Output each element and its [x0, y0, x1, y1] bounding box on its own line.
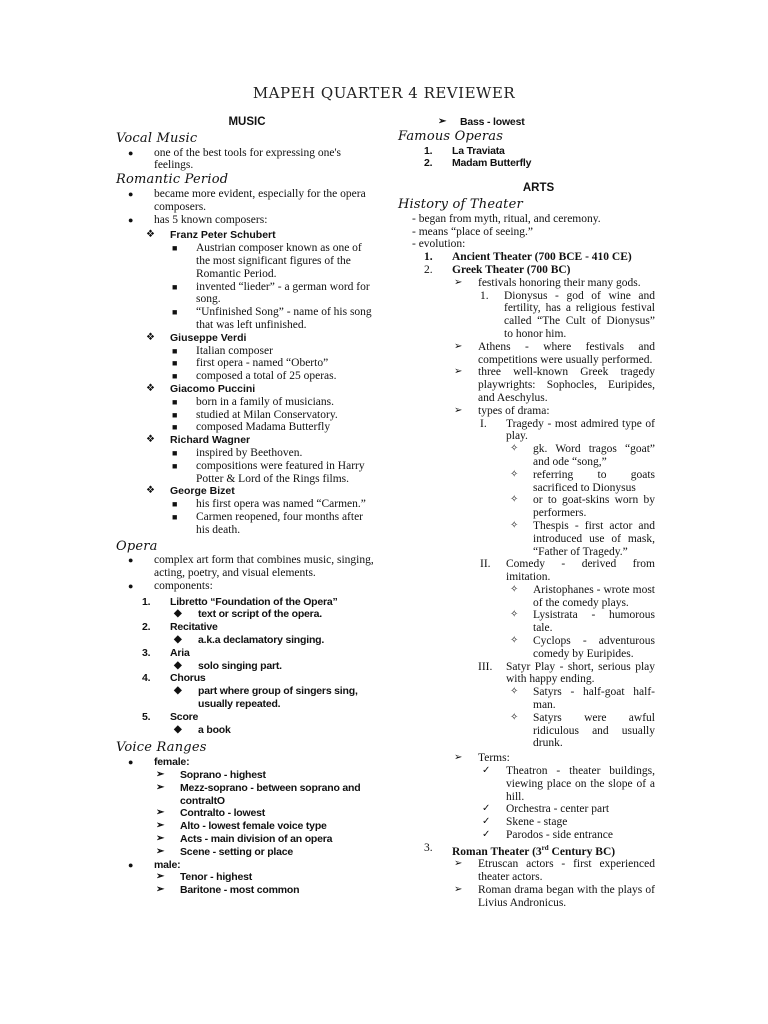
- list-item: ■ first opera - named “Oberto”: [172, 357, 329, 370]
- composer-name: ❖ George Bizet: [146, 485, 235, 498]
- arrow-bullet-icon: ➢: [454, 752, 463, 764]
- opera-item: 1. La Traviata: [424, 144, 505, 157]
- list-item: ■ “Unfinished Song” - name of his song that was left unfinished.: [172, 306, 372, 331]
- list-item: ■ composed Madama Butterfly: [172, 421, 331, 434]
- arrow-bullet-icon: ➢: [454, 340, 463, 352]
- square-bullet-icon: ■: [172, 447, 178, 458]
- list-item: ● became more evident, especially for the opera composers.: [128, 187, 366, 213]
- component-item: 1. Libretto “Foundation of the Opera”: [142, 595, 338, 608]
- voice-ranges-heading: Voice Ranges: [116, 740, 207, 756]
- bullet-icon: ●: [128, 580, 134, 591]
- arrow-bullet-icon: ➢: [454, 404, 463, 416]
- list-item: ➢ types of drama:: [454, 404, 550, 417]
- list-item: ➢ Athens - where festivals and competitions were usually performed.: [454, 340, 655, 366]
- list-item: ■ composed a total of 25 operas.: [172, 370, 337, 383]
- diamond-icon: ❖: [146, 331, 155, 343]
- star-bullet-icon: ✧: [510, 686, 519, 698]
- list-item: ■ invented “lieder” - a german word for song.: [172, 280, 370, 306]
- era-item: 1. Ancient Theater (700 BCE - 410 CE): [424, 251, 632, 264]
- component-desc: ◆ part where group of singers sing, usually repeated.: [174, 685, 358, 711]
- voice-item: ➢ Bass - lowest: [438, 116, 525, 128]
- star-bullet-icon: ✧: [510, 635, 519, 647]
- left-column: [116, 116, 378, 897]
- list-item: ● one of the best tools for expressing one's feelings.: [128, 146, 341, 172]
- star-bullet-icon: ✧: [510, 468, 519, 480]
- arrow-bullet-icon: ➢: [454, 366, 463, 378]
- arrow-bullet-icon: ➢: [156, 845, 165, 857]
- component-item: 4. Chorus: [142, 672, 206, 685]
- drama-type: I. Tragedy - most admired type of play.: [480, 417, 655, 443]
- arrow-bullet-icon: ➢: [156, 833, 165, 845]
- square-bullet-icon: ■: [172, 307, 178, 318]
- star-bullet-icon: ✧: [510, 583, 519, 595]
- star-bullet-icon: ✧: [510, 519, 519, 531]
- term-item: ✓ Parodos - side entrance: [482, 829, 613, 842]
- square-bullet-icon: ■: [172, 345, 178, 356]
- bullet-icon: ●: [128, 757, 134, 768]
- component-desc: ◆ text or script of the opera.: [174, 608, 322, 621]
- arrow-bullet-icon: ➢: [156, 781, 165, 793]
- square-bullet-icon: ■: [172, 511, 178, 522]
- composer-name: ❖ Franz Peter Schubert: [146, 229, 276, 242]
- voice-item: ➢ Alto - lowest female voice type: [156, 820, 327, 833]
- square-bullet-icon: ■: [172, 409, 178, 420]
- composer-name: ❖ Giuseppe Verdi: [146, 331, 247, 344]
- list-item: ■ inspired by Beethoven.: [172, 446, 303, 459]
- term-item: ✓ Orchestra - center part: [482, 803, 610, 816]
- list-item: ➢ three well-known Greek tragedy playwrights: Sophocles, Euripides, and Aeschylus.: [454, 366, 655, 404]
- drama-type: III. Satyr Play - short, serious play with happy ending.: [478, 660, 655, 686]
- diamond-icon: ❖: [146, 434, 155, 446]
- list-item: ■ Italian composer: [172, 344, 273, 357]
- bullet-icon: ●: [128, 214, 134, 225]
- check-icon: ✓: [482, 816, 491, 828]
- square-bullet-icon: ■: [172, 371, 178, 382]
- dash-item: - evolution:: [412, 238, 466, 251]
- document-title: MAPEH QUARTER 4 REVIEWER: [252, 84, 516, 102]
- component-desc: ◆ solo singing part.: [174, 659, 282, 672]
- voice-item: ➢ Scene - setting or place: [156, 845, 294, 858]
- diamond-bullet-icon: ◆: [174, 723, 182, 735]
- square-bullet-icon: ■: [172, 396, 178, 407]
- square-bullet-icon: ■: [172, 358, 178, 369]
- opera-heading: Opera: [116, 538, 158, 554]
- square-bullet-icon: ■: [172, 499, 178, 510]
- list-item: ● has 5 known composers:: [128, 213, 268, 226]
- arrow-bullet-icon: ➢: [156, 884, 165, 896]
- star-bullet-icon: ✧: [510, 711, 519, 723]
- star-bullet-icon: ✧: [510, 494, 519, 506]
- square-bullet-icon: ■: [172, 422, 178, 433]
- arrow-bullet-icon: ➢: [156, 820, 165, 832]
- component-item: 3. Aria: [142, 646, 190, 659]
- diamond-bullet-icon: ◆: [174, 634, 182, 646]
- check-icon: ✓: [482, 803, 491, 815]
- drama-sub: ✧ Satyrs were awful ridiculous and usually drunk.: [510, 711, 655, 750]
- list-item: ■ born in a family of musicians.: [172, 395, 334, 408]
- arrow-bullet-icon: ➢: [454, 884, 463, 896]
- diamond-bullet-icon: ◆: [174, 608, 182, 620]
- component-desc: ◆ a book: [174, 723, 231, 736]
- square-bullet-icon: ■: [172, 243, 178, 254]
- drama-sub: ✧ Aristophanes - wrote most of the comedy plays.: [510, 583, 655, 609]
- arts-heading: ARTS: [522, 182, 555, 195]
- diamond-icon: ❖: [146, 485, 155, 497]
- list-item: ■ studied at Milan Conservatory.: [172, 408, 338, 421]
- list-item: ■ Carmen reopened, four months after his death.: [172, 510, 364, 536]
- component-desc: ◆ a.k.a declamatory singing.: [174, 634, 325, 647]
- drama-sub: ✧ Lysistrata - humorous tale.: [510, 609, 655, 635]
- list-item: ■ Austrian composer known as one of the most significant figures of the Romantic Period.: [172, 242, 362, 280]
- list-item: ● complex art form that combines music, singing, acting, poetry, and visual elements.: [128, 554, 374, 580]
- music-heading: MUSIC: [228, 116, 266, 128]
- composer-name: ❖ Giacomo Puccini: [146, 382, 256, 395]
- list-item: ➢ Terms:: [454, 752, 510, 765]
- list-item: ➢ Roman drama began with the plays of Livius Andronicus.: [454, 884, 655, 909]
- voice-item: ➢ Mezz-soprano - between soprano and contraltO: [156, 781, 361, 807]
- dash-item: - means “place of seeing.”: [412, 225, 534, 238]
- voice-item: ➢ Acts - main division of an opera: [156, 833, 333, 846]
- drama-sub: ✧ Satyrs - half-goat half-man.: [510, 686, 655, 712]
- star-bullet-icon: ✧: [510, 443, 519, 455]
- bullet-icon: ●: [128, 859, 134, 870]
- component-item: 5. Score: [142, 710, 199, 723]
- era-item: 3. Roman Theater (3rd Century BC): [424, 841, 616, 858]
- list-item: ➢ festivals honoring their many gods.: [454, 276, 641, 289]
- list-item: ■ his first opera was named “Carmen.”: [172, 498, 366, 511]
- drama-sub: ✧ referring to goats sacrificed to Dionysus: [510, 468, 655, 494]
- term-item: ✓ Skene - stage: [482, 816, 568, 829]
- list-item: ● components:: [128, 579, 213, 592]
- drama-type: II. Comedy - derived from imitation.: [480, 558, 655, 584]
- check-icon: ✓: [482, 829, 491, 841]
- star-bullet-icon: ✧: [510, 609, 519, 621]
- opera-item: 2. Madam Butterfly: [424, 157, 532, 170]
- check-icon: ✓: [482, 765, 491, 777]
- famous-operas-heading: Famous Operas: [398, 128, 504, 144]
- term-item: ✓ Theatron - theater buildings, viewing place on the slope of a hill.: [482, 765, 655, 803]
- list-item: ● male:: [128, 858, 181, 871]
- history-of-theater-heading: History of Theater: [398, 196, 523, 212]
- right-column: [398, 116, 655, 910]
- composer-name: ❖ Richard Wagner: [146, 434, 251, 447]
- bullet-icon: ●: [128, 555, 134, 566]
- era-item: 2. Greek Theater (700 BC): [424, 263, 571, 276]
- square-bullet-icon: ■: [172, 460, 178, 471]
- bullet-icon: ●: [128, 147, 134, 158]
- arrow-bullet-icon: ➢: [454, 858, 463, 870]
- list-item: 1. Dionysus - god of wine and fertility, has a religious festival called “The Cult of Dionysus” to honor him.: [480, 289, 655, 340]
- drama-sub: ✧ gk. Word tragos “goat” and ode “song,”: [510, 443, 655, 468]
- vocal-music-heading: Vocal Music: [116, 130, 198, 146]
- romantic-period-heading: Romantic Period: [116, 172, 229, 188]
- drama-sub: ✧ or to goat-skins worn by performers.: [510, 494, 655, 520]
- voice-item: ➢ Contralto - lowest: [156, 807, 266, 820]
- voice-item: ➢ Baritone - most common: [156, 884, 300, 897]
- list-item: ● female:: [128, 756, 190, 769]
- arrow-bullet-icon: ➢: [454, 276, 463, 288]
- diamond-icon: ❖: [146, 229, 155, 241]
- diamond-icon: ❖: [146, 382, 155, 394]
- voice-item: ➢ Tenor - highest: [156, 871, 253, 884]
- dash-item: - began from myth, ritual, and ceremony.: [412, 212, 601, 225]
- square-bullet-icon: ■: [172, 281, 178, 292]
- drama-sub: ✧ Cyclops - adventurous comedy by Euripides.: [510, 635, 655, 660]
- bullet-icon: ●: [128, 188, 134, 199]
- arrow-bullet-icon: ➢: [156, 807, 165, 819]
- list-item: ➢ Etruscan actors - first experienced theater actors.: [454, 858, 655, 884]
- component-item: 2. Recitative: [142, 621, 218, 634]
- arrow-bullet-icon: ➢: [438, 116, 447, 127]
- diamond-bullet-icon: ◆: [174, 659, 182, 671]
- arrow-bullet-icon: ➢: [156, 769, 165, 781]
- voice-item: ➢ Soprano - highest: [156, 769, 266, 782]
- list-item: ■ compositions were featured in Harry Potter & Lord of the Rings films.: [172, 459, 365, 485]
- drama-sub: ✧ Thespis - first actor and introduced use of mask, “Father of Tragedy.”: [510, 519, 655, 558]
- diamond-bullet-icon: ◆: [174, 685, 182, 697]
- arrow-bullet-icon: ➢: [156, 871, 165, 883]
